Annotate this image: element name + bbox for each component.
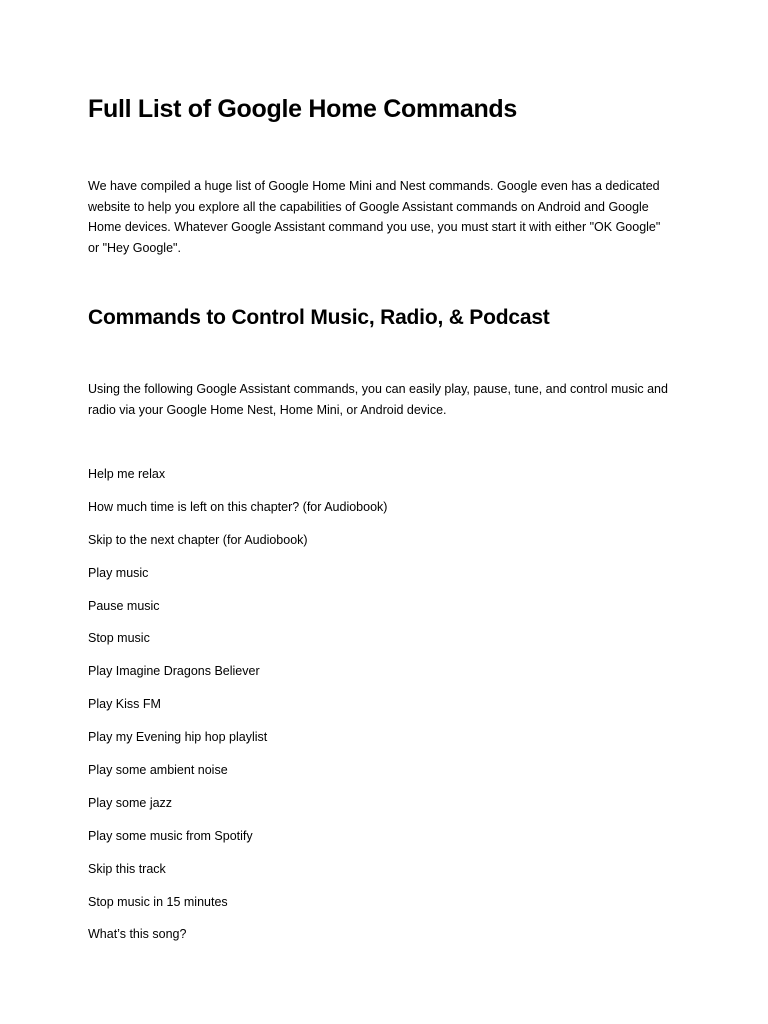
- command-item: Play some music from Spotify: [88, 828, 253, 843]
- section-intro-paragraph: [88, 379, 668, 420]
- command-item: Skip this track: [88, 861, 166, 876]
- section-intro-line: Using the following Google Assistant commands, you can easily play, pause, tune, and control music and: [88, 382, 668, 396]
- command-item: Stop music: [88, 631, 150, 646]
- command-item: Play some jazz: [88, 795, 173, 810]
- command-item: Play music: [88, 565, 149, 580]
- command-list: [88, 464, 387, 957]
- command-item: Play Kiss FM: [88, 697, 161, 712]
- intro-line: website to help you explore all the capabilities of Google Assistant commands on Android and Google: [88, 199, 649, 214]
- command-item: Skip to the next chapter (for Audiobook): [88, 532, 308, 547]
- intro-line: Home devices. Whatever Google Assistant command you use, you must start it with either "OK Google": [88, 220, 661, 234]
- command-item: Stop music in 15 minutes: [88, 894, 228, 909]
- command-item: Pause music: [88, 598, 160, 613]
- command-item: What’s this song?: [88, 927, 187, 942]
- intro-line: We have compiled a huge list of Google Home Mini and Nest commands. Google even has a dedicated: [88, 179, 660, 193]
- command-item: Play Imagine Dragons Believer: [88, 664, 260, 679]
- intro-line: or "Hey Google".: [88, 240, 181, 255]
- command-item: Play some ambient noise: [88, 763, 228, 778]
- section-heading: Commands to Control Music, Radio, & Podcast: [88, 306, 550, 329]
- command-item: How much time is left on this chapter? (for Audiobook): [88, 499, 388, 514]
- command-item: Play my Evening hip hop playlist: [88, 730, 268, 745]
- command-item: Help me relax: [88, 467, 166, 481]
- intro-paragraph: [88, 176, 660, 258]
- section-intro-line: radio via your Google Home Nest, Home Mini, or Android device.: [88, 402, 447, 417]
- page-title: Full List of Google Home Commands: [88, 95, 518, 123]
